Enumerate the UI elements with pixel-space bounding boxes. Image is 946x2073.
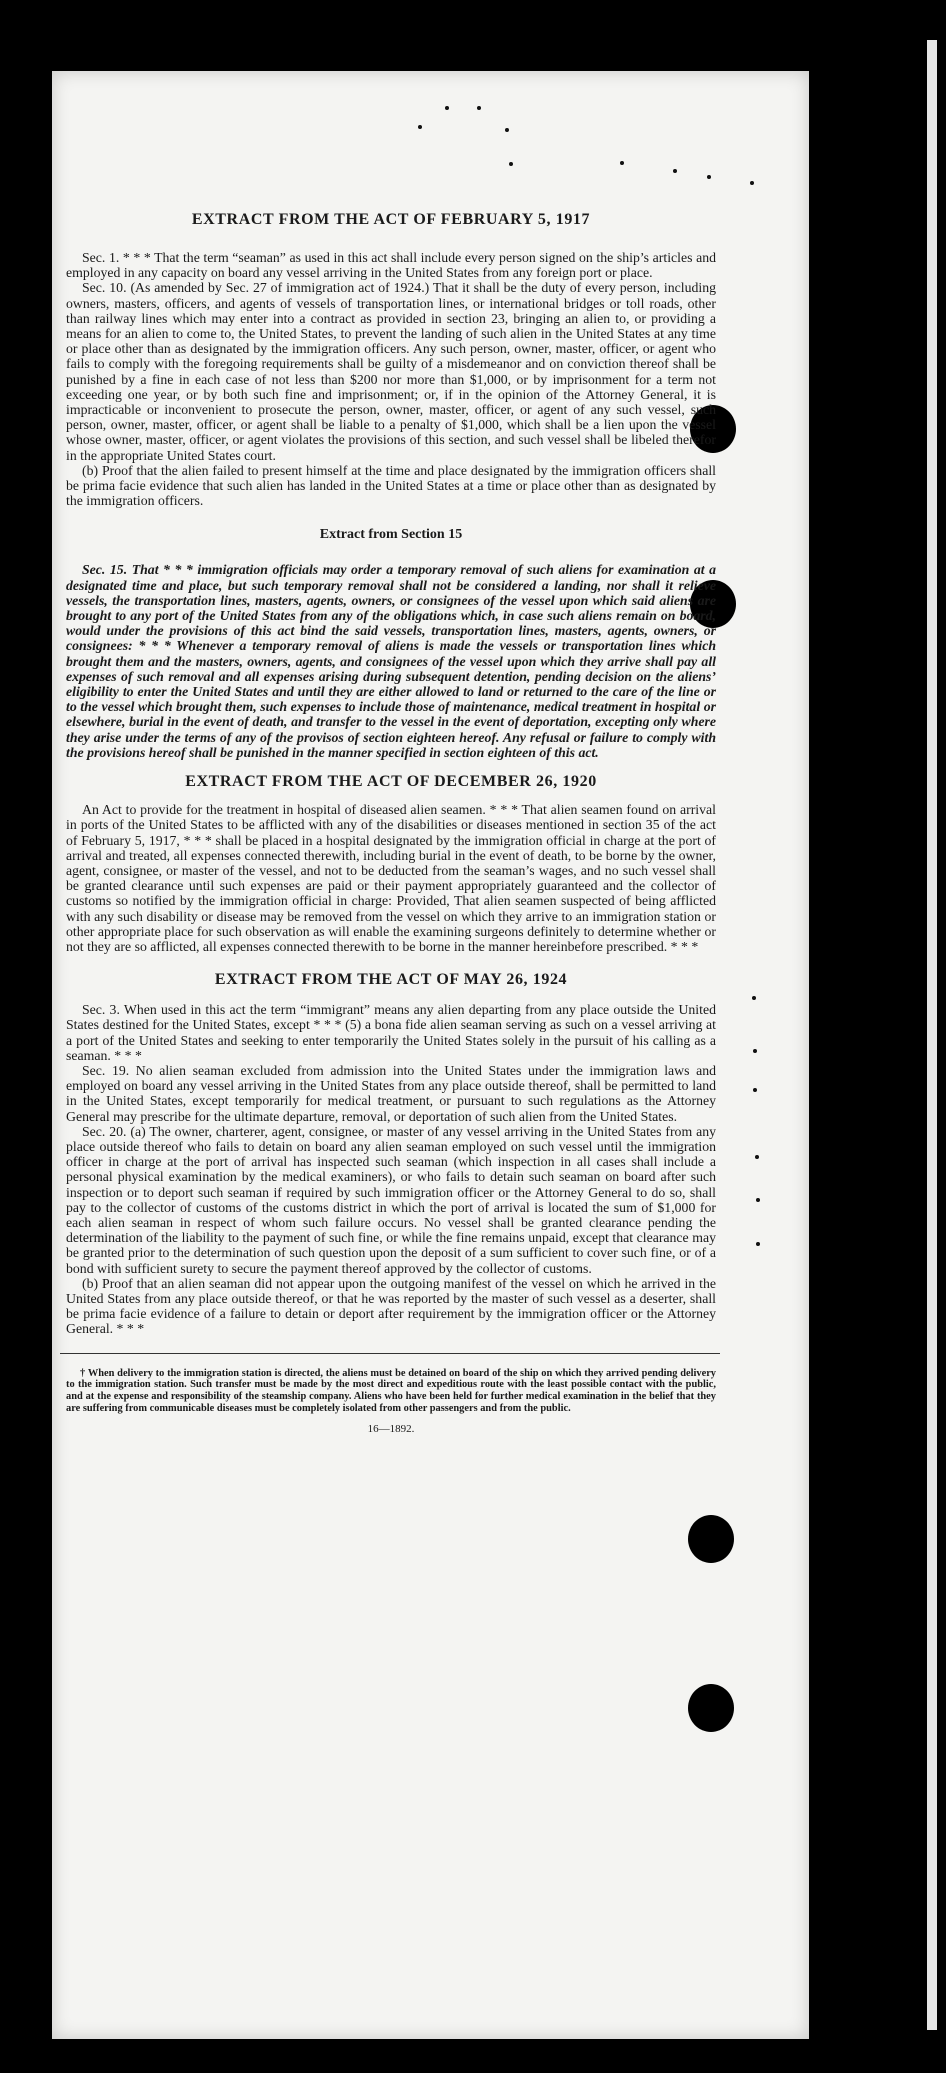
heading-section-15: Extract from Section 15 bbox=[319, 527, 463, 543]
paragraph-sec10: Sec. 10. (As amended by Sec. 27 of immigration act of 1924.) That it shall be the duty of every person, including owners, masters, officers, and agents of vessels of transportation lines, or international bridges or toll roads, other than railway lines which may enter into a contract as provided in section 23, bringing an alien to, or providing a means for an alien to come to, the United States, to prevent the landing of such alien in the United States at any time or place other than as designated by the immigration officers. Any such person, owner, master, officer, or agent who fails to comply with the foregoing requirements shall be guilty of a misdemeanor and on conviction thereof shall be punished by a fine in each case of not less than $200 nor more than $1,000, or by imprisonment for a term not exceeding one year, or by both such fine and imprisonment; or, if in the opinion of the Attorney General, it is impracticable or inconvenient to prosecute the person, owner, master, officer, or agent of any such vessel, such person, owner, master, officer, or agent shall be liable to a penalty of $1,000, which shall be a lien upon the vessel whose owner, master, officer, or agent violates the provisions of this section, and such vessel shall be libeled therefor in the appropriate United States court. bbox=[66, 280, 716, 463]
speck bbox=[756, 1198, 760, 1202]
paragraph-sec1: Sec. 1. * * * That the term “seaman” as used in this act shall include every person signed on the ship’s articles and employed in any capacity on board any vessel arriving in the United States from any foreign port or place. bbox=[66, 250, 716, 281]
paragraph-sec3: Sec. 3. When used in this act the term “immigrant” means any alien departing from any place outside the United States destined for the United States, except * * * (5) a bona fide alien seaman serving as such on a vessel arriving at a port of the United States and seeking to enter temporarily the United States solely in the pursuit of his calling as a seaman. * * * bbox=[66, 1002, 716, 1063]
speck bbox=[750, 181, 754, 185]
speck bbox=[755, 1155, 759, 1159]
scanner-edge-strip bbox=[927, 40, 937, 2030]
paragraph-1920: An Act to provide for the treatment in hospital of diseased alien seamen. * * * That alien seamen found on arrival in ports of the United States to be afflicted with any of the disabilities or diseases mentioned in section 35 of the act of February 5, 1917, * * * shall be placed in a hospital designated by the immigration official in charge at the port of arrival and treated, all expenses connected therewith, including burial in the event of death, to be borne by the owner, agent, consignee, or master of the vessel, and not to be deducted from the seaman’s wages, and no such vessel shall be granted clearance until such expenses are paid or their payment appropriately guaranteed and the collector of customs so notified by the immigration official in charge: Provided, That alien seamen suspected of being afflicted with any such disability or disease may be removed from the vessel on which they arrive to an immigration station or other appropriate place for such observation as will enable the examining surgeons definitely to determine whether or not they are so afflicted, all expenses connected therewith to be borne in the manner hereinbefore prescribed. * * * bbox=[66, 802, 716, 954]
paragraph-sec19: Sec. 19. No alien seaman excluded from admission into the United States under the immigration laws and employed on board any vessel arriving in the United States from any place outside thereof, shall be permitted to land in the United States, except temporarily for medical treatment, or pursuant to such regulations as the Attorney General may prescribe for the ultimate departure, removal, or deportation of such alien from the United States. bbox=[66, 1062, 716, 1124]
speck bbox=[673, 169, 677, 173]
document-body bbox=[66, 210, 716, 1435]
paragraph-sec15: Sec. 15. That * * * immigration officials may order a temporary removal of such aliens for examination at a designated time and place, but such temporary removal shall not be considered a landing, nor shall it relieve vessels, the transportation lines, masters, agents, owners, or consignees of the vessel upon which said aliens are brought to any port of the United States from any of the obligations which, in case such aliens remain on board, would under the provisions of this act bind the said vessels, transportation lines, masters, agents, owners, or consignees: * * * Whenever a temporary removal of aliens is made the vessels or transportation lines which brought them and the masters, owners, agents, and consignees of the vessel upon which they arrive shall pay all expenses of such removal and all expenses arising during subsequent detention, pending decision on the aliens’ eligibility to enter the United States and until they are either allowed to land or returned to the care of the line or to the vessel which brought them, such expenses to include those of maintenance, medical treatment in hospital or elsewhere, burial in the event of death, and transfer to the vessel in the event of deportation, excepting only where they arise under the terms of any of the provisos of section eighteen hereof. Any refusal or failure to comply with the provisions hereof shall be punished in the manner specified in section eighteen of this act. bbox=[66, 562, 716, 760]
punch-hole bbox=[688, 1684, 734, 1732]
speck bbox=[752, 996, 756, 1000]
speck bbox=[620, 161, 624, 165]
heading-act-1920: EXTRACT FROM THE ACT OF DECEMBER 26, 1920 bbox=[185, 773, 597, 791]
heading-act-1917: EXTRACT FROM THE ACT OF FEBRUARY 5, 1917 bbox=[191, 211, 591, 228]
speck bbox=[477, 106, 481, 110]
punch-hole bbox=[688, 1515, 734, 1563]
speck bbox=[707, 175, 711, 179]
heading-act-1924: EXTRACT FROM THE ACT OF MAY 26, 1924 bbox=[214, 971, 568, 989]
paragraph-sec20b: (b) Proof that an alien seaman did not appear upon the outgoing manifest of the vessel on which he arrived in the United States from any place outside thereof, or that he was reported by the master of such vessel as a deserter, shall be prima facie evidence of a failure to detain or deport after requirement by the immigration officer or the Attorney General. * * * bbox=[66, 1275, 716, 1337]
speck bbox=[445, 106, 449, 110]
speck bbox=[509, 162, 513, 166]
paragraph-sec20: Sec. 20. (a) The owner, charterer, agent, consignee, or master of any vessel arriving in the United States from any place outside thereof who fails to detain on board any alien seaman employed on such vessel until the immigration officer in charge at the port of arrival has inspected such seaman (which inspection in all cases shall include a personal physical examination by the medical examiners), or who fails to detain such seaman on board after such inspection or to deport such seaman if required by such immigration officer or the Attorney General to do so, shall pay to the collector of customs of the customs district in which the port of arrival is located the sum of $1,000 for each alien seaman in respect of whom such failure occurs. No vessel shall be granted clearance pending the determination of the liability to the payment of such fine, or while the fine remains unpaid, except that clearance may be granted prior to the determination of such question upon the deposit of a sum sufficient to cover such fine, or of a bond with sufficient surety to secure the payment thereof approved by the collector of customs. bbox=[66, 1123, 716, 1276]
speck bbox=[756, 1242, 760, 1246]
speck bbox=[418, 125, 422, 129]
speck bbox=[753, 1088, 757, 1092]
speck bbox=[753, 1049, 757, 1053]
speck bbox=[505, 128, 509, 132]
footnote: † When delivery to the immigration station is directed, the aliens must be detained on board of the ship on which they arrived pending delivery to the immigration station. Such transfer must be made by the most direct and expeditious route with the least possible contact with the public, and at the expense and responsibility of the steamship company. Aliens who have been held for further medical examination in the belief that they are suffering from communicable diseases must be completely isolated from other passengers and from the public. bbox=[66, 1367, 716, 1414]
page-number: 16—1892. bbox=[367, 1422, 415, 1435]
paragraph-sec10b: (b) Proof that the alien failed to present himself at the time and place designated by the immigration officers shall be prima facie evidence that such alien has landed in the United States at a time or place other than as designated by the immigration officers. bbox=[66, 462, 716, 509]
